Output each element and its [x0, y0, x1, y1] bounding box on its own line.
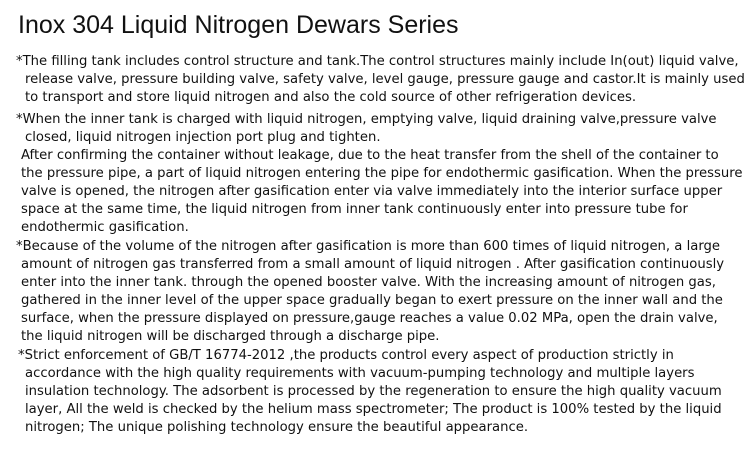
- text-line: After confirming the container without leakage, due to the heat transfer from the shell of the container to: [21, 148, 719, 163]
- text-line: insulation technology. The adsorbent is processed by the regeneration to ensure the high quality vacuum: [25, 384, 722, 399]
- text-line: release valve, pressure building valve, safety valve, level gauge, pressure gauge and castor.It is mainly used: [25, 72, 745, 87]
- text-line: the pressure pipe, a part of liquid nitrogen entering the pipe for endothermic gasification. When the pressure: [21, 166, 743, 181]
- text-line: layer, All the weld is checked by the helium mass spectrometer; The product is 100% tested by the liquid: [25, 402, 722, 417]
- text-line: space at the same time, the liquid nitrogen from inner tank continuously enter into pressure tube for: [21, 202, 688, 217]
- text-line: endothermic gasification.: [21, 220, 189, 235]
- text-line: nitrogen; The unique polishing technology ensure the beautiful appearance.: [25, 420, 529, 435]
- text-line: *The filling tank includes control structure and tank.The control structures mainly include In(out) liquid valve,: [16, 54, 739, 69]
- text-line: valve is opened, the nitrogen after gasification enter via valve immediately into the interior surface upper: [21, 184, 723, 199]
- text-line: to transport and store liquid nitrogen and also the cold source of other refrigeration devices.: [25, 90, 637, 105]
- text-line: *Strict enforcement of GB/T 16774-2012 ,the products control every aspect of production strictly in: [18, 348, 674, 363]
- document-title: Inox 304 Liquid Nitrogen Dewars Series: [18, 11, 459, 39]
- text-line: gathered in the inner level of the upper space gradually began to exert pressure on the inner wall and the: [21, 293, 723, 308]
- text-line: the liquid nitrogen will be discharged through a discharge pipe.: [21, 329, 440, 344]
- text-line: *When the inner tank is charged with liquid nitrogen, emptying valve, liquid draining valve,pressure valve: [16, 112, 717, 127]
- text-line: accordance with the high quality requirements with vacuum-pumping technology and multiple layers: [25, 366, 695, 381]
- text-line: closed, liquid nitrogen injection port plug and tighten.: [25, 130, 381, 145]
- text-line: *Because of the volume of the nitrogen after gasification is more than 600 times of liquid nitrogen, a large: [16, 239, 720, 254]
- text-line: amount of nitrogen gas transferred from a small amount of liquid nitrogen . After gasification continuously: [21, 257, 725, 272]
- text-line: surface, when the pressure displayed on pressure,gauge reaches a value 0.02 MPa, open the drain valve,: [21, 311, 718, 326]
- text-line: enter into the inner tank. through the opened booster valve. With the increasing amount of nitrogen gas,: [21, 275, 716, 290]
